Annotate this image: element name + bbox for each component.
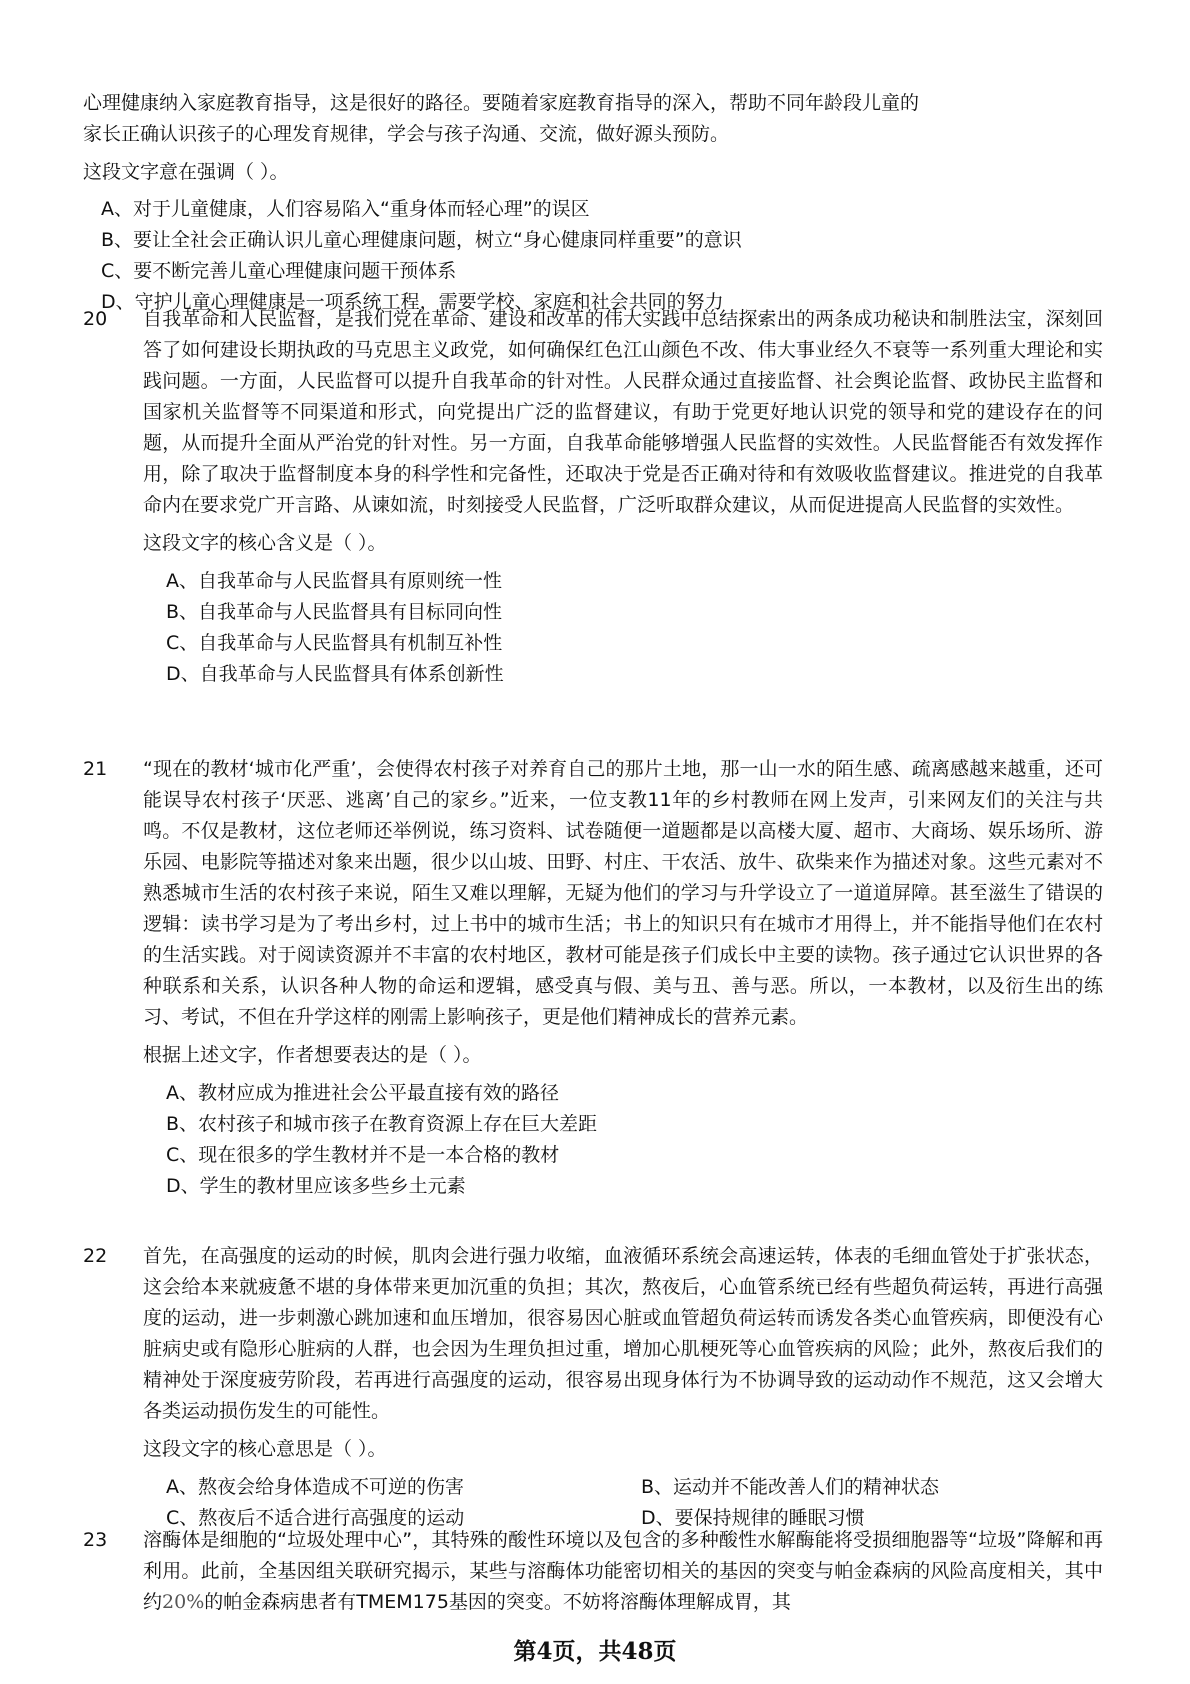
option-a: A、自我革命与人民监督具有原则统一性 bbox=[166, 570, 502, 592]
intro-line: 家长正确认识孩子的心理发育规律，学会与孩子沟通、交流，做好源头预防。 bbox=[83, 123, 730, 145]
question-23 bbox=[83, 1525, 1103, 1618]
question-number: 22 bbox=[83, 1245, 108, 1267]
option-c: C、现在很多的学生教材并不是一本合格的教材 bbox=[166, 1144, 560, 1166]
question-passage: “现在的教材‘城市化严重’，会使得农村孩子对养育自己的那片土地，那一山一水的陌生感、疏离感越来越重，还可能误导农村孩子‘厌恶、逃离’自己的家乡。”近来，一位支教11年的乡村教师在网上发声，引来网友们的关注与共鸣。不仅是教材，这位老师还举例说，练习资料、试卷随便一道题都是以高楼大厦、超市、大商场、娱乐场所、游乐园、电影院等描述对象来出题，很少以山坡、田野、村庄、干农活、放牛、砍柴来作为描述对象。这些元素对不熟悉城市生活的农村孩子来说，陌生又难以理解，无疑为他们的学习与升学设立了一道道屏障。甚至滋生了错误的逻辑：读书学习是为了考出乡村，过上书中的城市生活；书上的知识只有在城市才用得上，并不能指导他们在农村的生活实践。对于阅读资源并不丰富的农村地区，教材可能是孩子们成长中主要的读物。孩子通过它认识世界的各种联系和关系，认识各种人物的命运和逻辑，感受真与假、美与丑、善与恶。所以，一本教材，以及衍生出的练习、考试，不但在升学这样的刚需上影响孩子，更是他们精神成长的营养元素。 bbox=[143, 758, 1103, 1028]
question-stem: 这段文字意在强调（ ）。 bbox=[83, 161, 289, 183]
question-passage bbox=[143, 1525, 1103, 1618]
passage-text: 溶酶体是细胞的“垃圾处理中心”，其特殊的酸性环境以及包含的多种酸性水解酶能将受损细胞器等“垃圾”降解和再利用。此前，全基因组关联研究揭示，某些与溶酶体功能密切相关的基因的突变与帕金森病的风险高度相关，其中约 bbox=[143, 1529, 1103, 1613]
option-c: C、要不断完善儿童心理健康问题干预体系 bbox=[101, 260, 457, 282]
option-list bbox=[166, 1078, 1103, 1202]
question-stem: 这段文字的核心含义是（ ）。 bbox=[143, 532, 387, 554]
option-b: B、运动并不能改善人们的精神状态 bbox=[641, 1476, 940, 1498]
question-passage: 自我革命和人民监督，是我们党在革命、建设和改革的伟大实践中总结探索出的两条成功秘诀和制胜法宝，深刻回答了如何建设长期执政的马克思主义政党，如何确保红色江山颜色不改、伟大事业经久不衰等一系列重大理论和实践问题。一方面，人民监督可以提升自我革命的针对性。人民群众通过直接监督、社会舆论监督、政协民主监督和国家机关监督等不同渠道和形式，向党提出广泛的监督建议，有助于党更好地认识党的领导和党的建设存在的问题，从而提升全面从严治党的针对性。另一方面，自我革命能够增强人民监督的实效性。人民监督能否有效发挥作用，除了取决于监督制度本身的科学性和完备性，还取决于党是否正确对待和有效吸收监督建议。推进党的自我革命内在要求党广开言路、从谏如流，时刻接受人民监督，广泛听取群众建议，从而促进提高人民监督的实效性。 bbox=[143, 308, 1103, 516]
intro-line: 心理健康纳入家庭教育指导，这是很好的路径。要随着家庭教育指导的深入，帮助不同年龄段儿童的 bbox=[83, 92, 920, 114]
option-a: A、对于儿童健康，人们容易陷入“重身体而轻心理”的误区 bbox=[101, 198, 590, 220]
option-b: B、自我革命与人民监督具有目标同向性 bbox=[166, 601, 503, 623]
question-stem: 这段文字的核心意思是（ ）。 bbox=[143, 1438, 387, 1460]
question-22 bbox=[83, 1241, 1103, 1534]
question-stem: 根据上述文字，作者想要表达的是（ ）。 bbox=[143, 1044, 482, 1066]
passage-text: 的帕金森病患者有TMEM175基因的突变。不妨将溶酶体理解成胃，其 bbox=[204, 1591, 791, 1613]
question-passage: 首先，在高强度的运动的时候，肌肉会进行强力收缩，血液循环系统会高速运转，体表的毛细血管处于扩张状态，这会给本来就疲惫不堪的身体带来更加沉重的负担；其次，熬夜后，心血管系统已经有些超负荷运转，再进行高强度的运动，进一步刺激心跳加速和血压增加，很容易因心脏或血管超负荷运转而诱发各类心血管疾病，即便没有心脏病史或有隐形心脏病的人群，也会因为生理负担过重，增加心肌梗死等心血管疾病的风险；此外，熬夜后我们的精神处于深度疲劳阶段，若再进行高强度的运动，很容易出现身体行为不协调导致的运动动作不规范，这又会增大各类运动损伤发生的可能性。 bbox=[143, 1245, 1103, 1422]
intro-block bbox=[83, 88, 1083, 318]
option-a: A、教材应成为推进社会公平最直接有效的路径 bbox=[166, 1082, 559, 1104]
option-list bbox=[101, 194, 1083, 318]
option-c: C、熬夜后不适合进行高强度的运动 bbox=[166, 1507, 465, 1529]
option-d: D、自我革命与人民监督具有体系创新性 bbox=[166, 663, 504, 685]
option-b: B、要让全社会正确认识儿童心理健康问题，树立“身心健康同样重要”的意识 bbox=[101, 229, 742, 251]
page-footer: 第4页，共48页 bbox=[513, 1638, 677, 1665]
option-a: A、熬夜会给身体造成不可逆的伤害 bbox=[166, 1476, 464, 1498]
option-c: C、自我革命与人民监督具有机制互补性 bbox=[166, 632, 503, 654]
option-list bbox=[166, 566, 1103, 690]
passage-percent: 20% bbox=[162, 1591, 205, 1613]
question-number: 20 bbox=[83, 308, 108, 330]
option-d: D、守护儿童心理健康是一项系统工程，需要学校、家庭和社会共同的努力 bbox=[101, 291, 724, 313]
question-20 bbox=[83, 304, 1103, 690]
option-d: D、学生的教材里应该多些乡土元素 bbox=[166, 1175, 466, 1197]
question-number: 21 bbox=[83, 758, 108, 780]
option-b: B、农村孩子和城市孩子在教育资源上存在巨大差距 bbox=[166, 1113, 598, 1135]
option-d: D、要保持规律的睡眠习惯 bbox=[641, 1507, 865, 1529]
question-number: 23 bbox=[83, 1529, 108, 1551]
question-21 bbox=[83, 754, 1103, 1202]
